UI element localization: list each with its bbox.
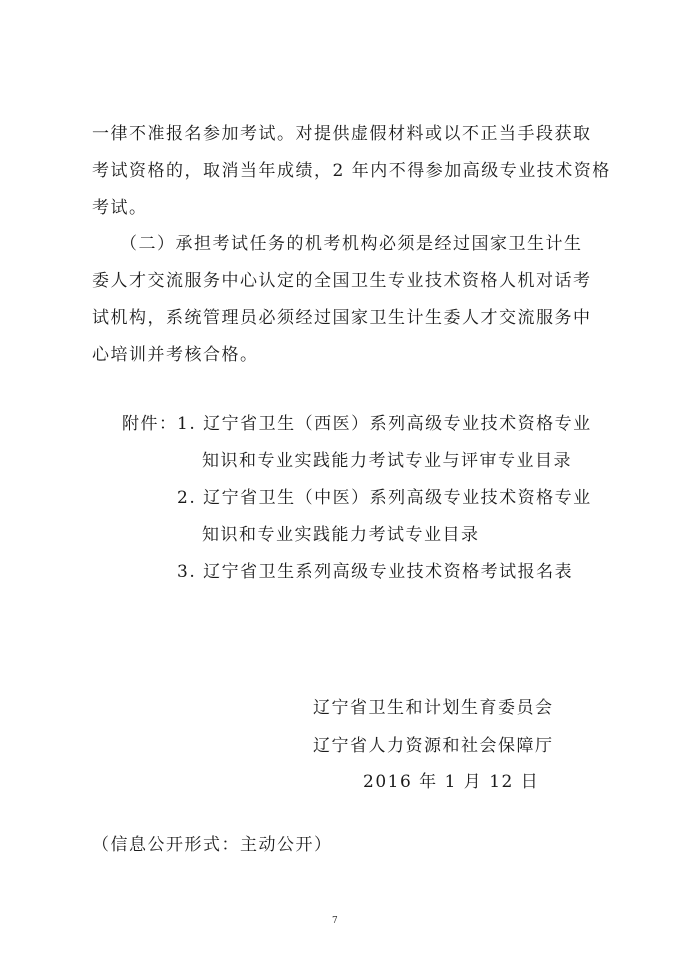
paragraph2-line3: 试机构，系统管理员必须经过国家卫生计生委人才交流服务中 <box>92 308 592 328</box>
attachment-3-line1: 3. 辽宁省卫生系列高级专业技术资格考试报名表 <box>177 562 574 582</box>
attachment-2-line2: 知识和专业实践能力考试专业目录 <box>202 525 480 545</box>
paragraph1-line2: 考试资格的，取消当年成绩，2 年内不得参加高级专业技术资格 <box>92 161 611 181</box>
disclosure-note: （信息公开形式：主动公开） <box>92 835 333 855</box>
signature-org1: 辽宁省卫生和计划生育委员会 <box>313 698 554 718</box>
paragraph2-line4: 心培训并考核合格。 <box>92 345 259 365</box>
attachment-2-line1: 2. 辽宁省卫生（中医）系列高级专业技术资格专业 <box>177 488 592 508</box>
attachment-1-line1: 1. 辽宁省卫生（西医）系列高级专业技术资格专业 <box>177 414 592 434</box>
signature-date: 2016 年 1 月 12 日 <box>363 772 540 792</box>
paragraph1-line3: 考试。 <box>92 198 148 218</box>
attachment-1-line2: 知识和专业实践能力考试专业与评审专业目录 <box>202 451 572 471</box>
paragraph1-line1: 一律不准报名参加考试。对提供虚假材料或以不正当手段获取 <box>92 124 592 144</box>
attachments-label: 附件： <box>122 414 178 434</box>
page-number: 7 <box>332 916 338 926</box>
signature-org2: 辽宁省人力资源和社会保障厅 <box>313 736 554 756</box>
paragraph2-line2: 委人才交流服务中心认定的全国卫生专业技术资格人机对话考 <box>92 271 592 291</box>
paragraph2-line1: （二）承担考试任务的机考机构必须是经过国家卫生计生 <box>120 234 583 254</box>
